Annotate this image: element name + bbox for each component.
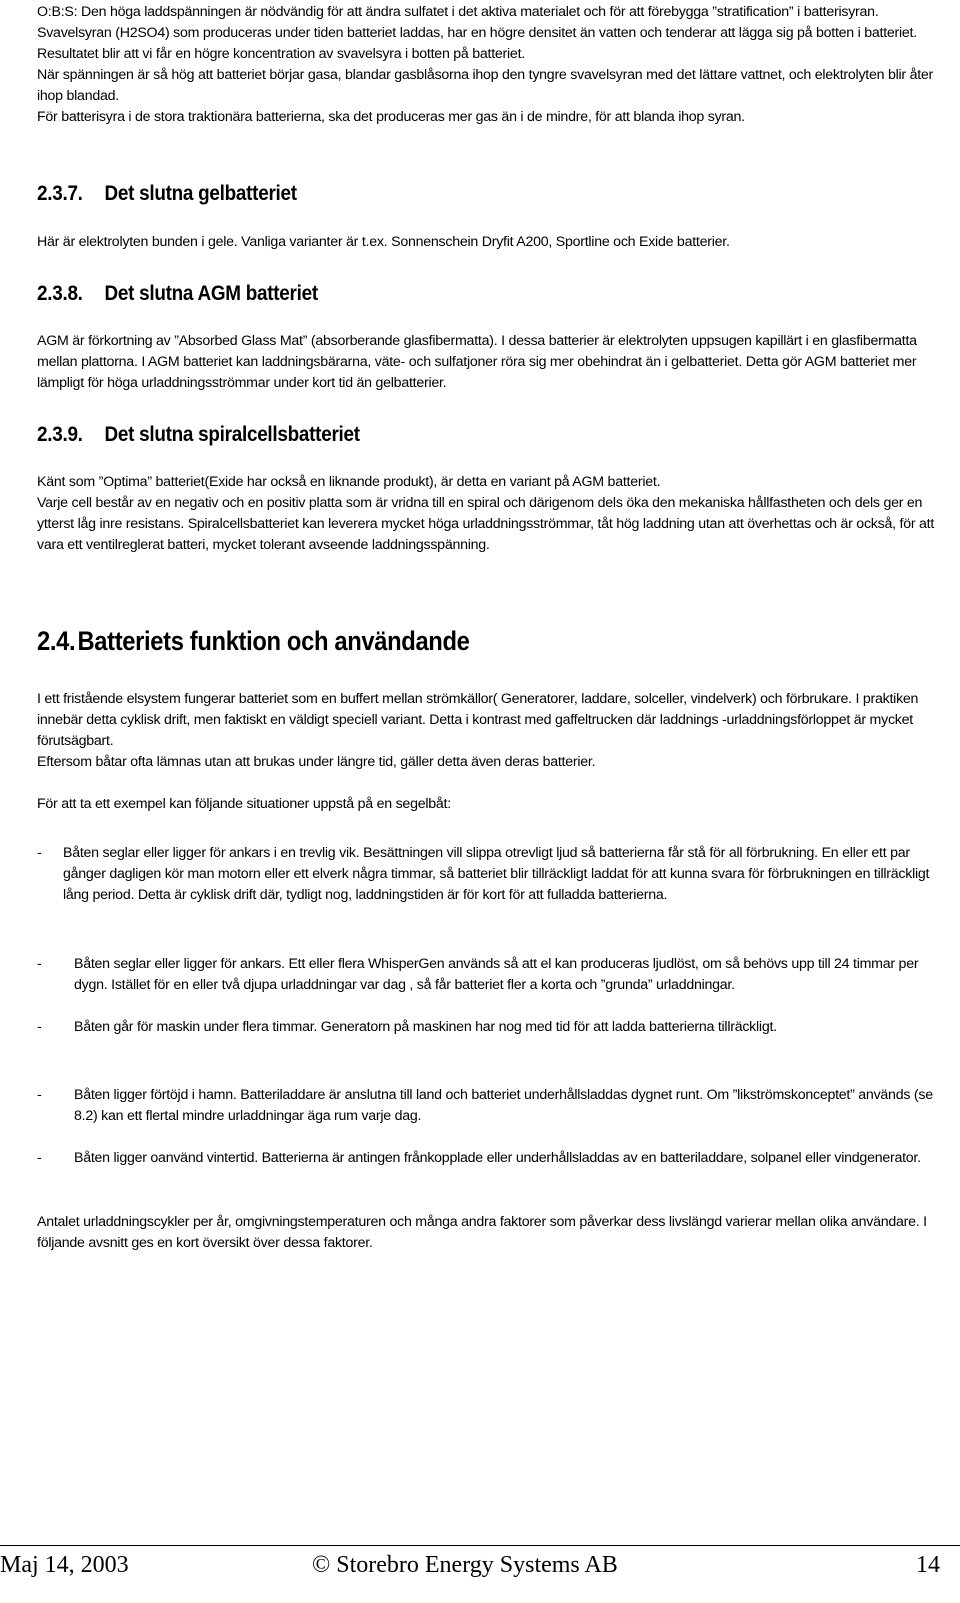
intro-paragraph-3: För batterisyra i de stora traktionära batterierna, ska det produceras mer gas än i de mindre, för att blanda ihop syran. bbox=[37, 109, 745, 125]
function-paragraph-1: I ett fristående elsystem fungerar batteriet som en buffert mellan strömkällor( Generatorer, laddare, solceller, vindelverk) och förbrukare. I praktiken innebär detta cyklisk drift, men faktiskt en väldigt speciell variant. Detta i kontrast med gaffeltrucken där laddnings -urladdningsförloppet är mycket förutsägbart. bbox=[37, 691, 919, 749]
intro-paragraph-1: O:B:S: Den höga laddspänningen är nödvändig för att ändra sulfatet i det aktiva materialet och för att förebygga ”stratification” i batterisyran. Svavelsyran (H2SO4) som produceras under tiden batteriet laddas, har en högre densitet än vatten och tenderar att lägga sig på botten i batteriet. Resultatet blir att vi får en högre koncentration av svavelsyra i botten på batteriet. bbox=[37, 4, 917, 62]
section-title: Det slutna gelbatteriet bbox=[104, 182, 297, 205]
section-title: Det slutna AGM batteriet bbox=[104, 282, 318, 305]
list-item-text: Båten ligger förtöjd i hamn. Batteriladdare är anslutna till land och batteriet underhållsladdas dygnet runt. Om ”likströmskonceptet” används (se 8.2) kan ett flertal mindre urladdningar äga rum varje dag. bbox=[74, 1087, 933, 1124]
list-item bbox=[37, 1085, 942, 1127]
heading-2-4 bbox=[37, 626, 469, 657]
list-item-text: Båten seglar eller ligger för ankars. Ett eller flera WhisperGen används så att el kan produceras ljudlöst, om så behövs upp till 24 timmar per dygn. Istället för en eller två djupa urladdningar var dag , så får batteriet fler a korta och ”grunda” urladdningar. bbox=[74, 956, 919, 993]
function-paragraph-4: Antalet urladdningscykler per år, omgivningstemperaturen och många andra faktorer som påverkar dess livslängd varierar mellan olika användare. I följande avsnitt ges en kort översikt över dessa faktorer. bbox=[37, 1214, 927, 1251]
list-item bbox=[37, 1017, 942, 1038]
list-item-text: Båten ligger oanvänd vintertid. Batterierna är antingen frånkopplade eller underhållsladdas av en batteriladdare, solpanel eller vindgenerator. bbox=[74, 1150, 921, 1166]
page-footer bbox=[0, 1545, 960, 1586]
list-dash: - bbox=[37, 845, 42, 861]
list-item-text: Båten seglar eller ligger för ankars i en trevlig vik. Besättningen vill slippa otrevligt ljud så batterierna får stå för all förbrukning. En eller ett par gånger dagligen kör man motorn eller ett elverk några timmar, så batteriet blir tillräckligt laddat för att kunna svara för förbrukningen en tillräckligt lång period. Detta är cyklisk drift där, tydligt nog, laddningstiden är för kort för att fulladda batterierna. bbox=[63, 845, 930, 903]
gel-battery-paragraph: Här är elektrolyten bunden i gele. Vanliga varianter är t.ex. Sonnenschein Dryfit A200, Sportline och Exide batterier. bbox=[37, 234, 730, 250]
footer-page-number: 14 bbox=[916, 1552, 940, 1578]
heading-2-3-8 bbox=[37, 282, 318, 306]
heading-2-3-9 bbox=[37, 423, 360, 447]
intro-paragraph-2: När spänningen är så hög att batteriet börjar gasa, blandar gasblåsorna ihop den tyngre svavelsyran med det lättare vattnet, och elektrolyten blir åter ihop blandad. bbox=[37, 67, 934, 104]
list-dash: - bbox=[37, 956, 42, 972]
list-dash: - bbox=[37, 1019, 42, 1035]
spiral-paragraph-1: Känt som ”Optima” batteriet(Exide har också en liknande produkt), är detta en variant på AGM batteriet. bbox=[37, 474, 661, 490]
function-paragraph-2: Eftersom båtar ofta lämnas utan att brukas under längre tid, gäller detta även deras batterier. bbox=[37, 754, 596, 770]
section-number: 2.3.7. bbox=[37, 182, 83, 205]
heading-2-3-7 bbox=[37, 182, 297, 206]
list-item bbox=[37, 1148, 942, 1169]
list-dash: - bbox=[37, 1150, 42, 1166]
list-item-text: Båten går för maskin under flera timmar. Generatorn på maskinen har nog med tid för att ladda batterierna tillräckligt. bbox=[74, 1019, 777, 1035]
list-dash: - bbox=[37, 1087, 42, 1103]
list-item bbox=[37, 954, 942, 996]
section-title: Batteriets funktion och användande bbox=[77, 626, 470, 656]
agm-battery-paragraph: AGM är förkortning av ”Absorbed Glass Mat” (absorberande glasfibermatta). I dessa batterier är elektrolyten uppsugen kapillärt i en glasfibermatta mellan plattorna. I AGM batteriet kan laddningsbärarna, väte- och sulfatjoner röra sig mer obehindrat än i gelbatteriet. Detta gör AGM batteriet mer lämpligt för höga urladdningsströmmar under kort tid än gelbatterier. bbox=[37, 333, 917, 391]
function-paragraph-3: För att ta ett exempel kan följande situationer uppstå på en segelbåt: bbox=[37, 796, 451, 812]
section-number: 2.3.8. bbox=[37, 282, 83, 305]
footer-date: Maj 14, 2003 bbox=[0, 1552, 129, 1578]
list-item bbox=[37, 843, 942, 906]
spiral-paragraph-2: Varje cell består av en negativ och en positiv platta som är vridna till en spiral och därigenom dels öka den mekaniska hållfastheten och dels ger en ytterst låg inre resistans. Spiralcellsbatteriet kan leverera mycket höga urladdningsströmmar, tåt hög laddning utan att överhettas och är också, för att vara ett ventilreglerat batteri, mycket tolerant avseende laddningsspänning. bbox=[37, 495, 935, 553]
section-number: 2.4. bbox=[37, 626, 76, 656]
footer-company: © Storebro Energy Systems AB bbox=[312, 1552, 618, 1578]
section-title: Det slutna spiralcellsbatteriet bbox=[104, 423, 360, 446]
section-number: 2.3.9. bbox=[37, 423, 83, 446]
